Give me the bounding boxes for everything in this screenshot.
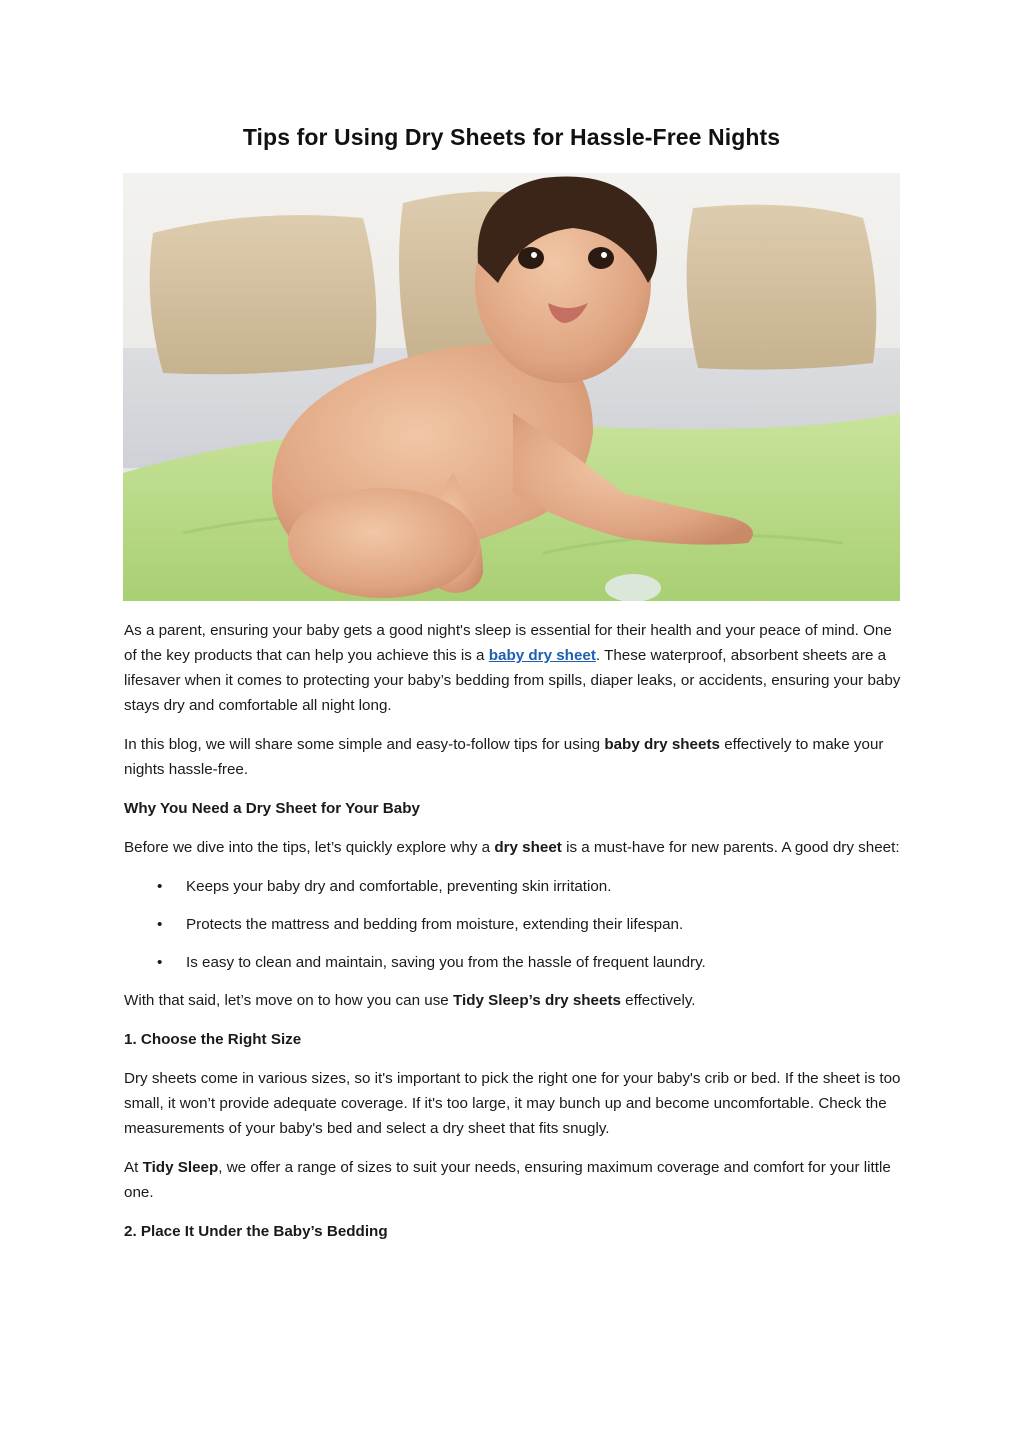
baby-photo — [123, 173, 900, 601]
tip2-heading: 2. Place It Under the Baby’s Bedding — [124, 1223, 388, 1240]
tip1-paragraph-1: Dry sheets come in various sizes, so it's important to pick the right one for your baby's crib or bed. If the sheet is too small, it won’t provide adequate coverage. If it's too large, it may bunch up and become uncomfortable. Check the measurements of your baby's bed and select a dry sheet that fits snugly. — [124, 1070, 901, 1137]
benefits-list — [124, 874, 904, 975]
page-title: Tips for Using Dry Sheets for Hassle-Free Nights — [242, 124, 781, 150]
list-item: • Keeps your baby dry and comfortable, preventing skin irritation. — [124, 874, 904, 899]
list-item: • Is easy to clean and maintain, saving you from the hassle of frequent laundry. — [124, 950, 904, 975]
why-outro: With that said, let’s move on to how you can use Tidy Sleep’s dry sheets effectively. — [124, 992, 696, 1009]
tip1-heading: 1. Choose the Right Size — [124, 1031, 302, 1048]
baby-dry-sheet-link[interactable]: baby dry sheet — [488, 647, 596, 664]
intro-paragraph-1: As a parent, ensuring your baby gets a good night's sleep is essential for their health and your peace of mind. One of the key products that can help you achieve this is a baby dry sheet. These waterproof, absorbent sheets are a lifesaver when it comes to protecting your baby’s bedding from spills, diaper leaks, or accidents, ensuring your baby stays dry and comfortable all night long. — [124, 622, 901, 714]
bullet-icon: • — [157, 878, 163, 895]
list-item: • Protects the mattress and bedding from moisture, extending their lifespan. — [124, 912, 904, 937]
article-body — [124, 618, 904, 1258]
bullet-icon: • — [157, 916, 163, 933]
why-heading: Why You Need a Dry Sheet for Your Baby — [124, 800, 420, 817]
intro-paragraph-2: In this blog, we will share some simple and easy-to-follow tips for using baby dry sheets effectively to make your nights hassle-free. — [124, 736, 884, 778]
bullet-icon: • — [157, 954, 163, 971]
why-paragraph: Before we dive into the tips, let’s quickly explore why a dry sheet is a must-have for new parents. A good dry sheet: — [124, 839, 900, 856]
tip1-paragraph-2: At Tidy Sleep, we offer a range of sizes to suit your needs, ensuring maximum coverage and comfort for your little one. — [124, 1159, 891, 1201]
